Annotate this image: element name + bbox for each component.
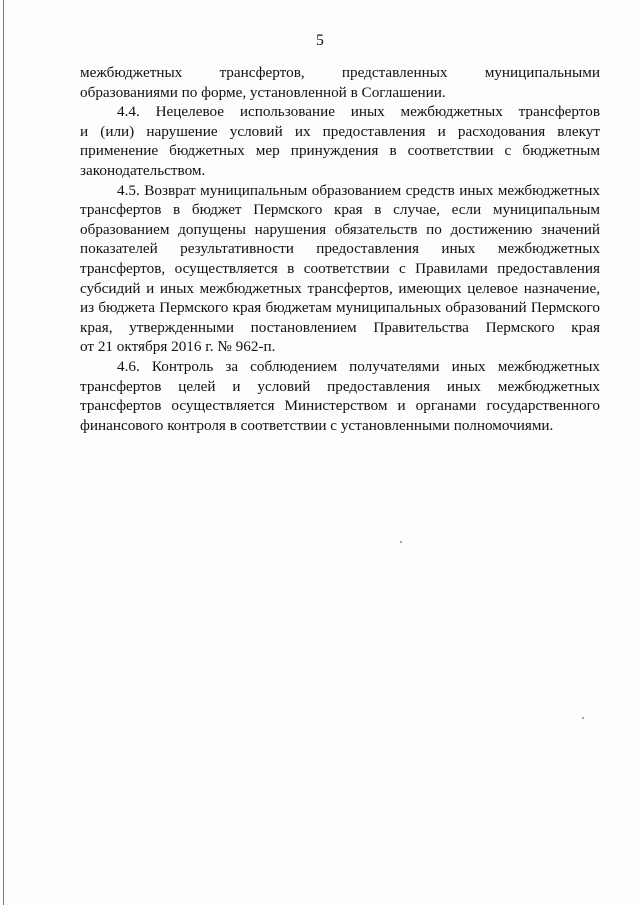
text-line: трансфертов целей и условий предоставления иных межбюджетных	[80, 377, 600, 395]
scan-speck	[582, 717, 584, 719]
text-line: от 21 октября 2016 г. № 962-п.	[80, 338, 276, 356]
text-line: образованием допущены нарушения обязательств по достижению значений	[80, 220, 600, 238]
text-line: применение бюджетных мер принуждения в соответствии с бюджетным	[80, 142, 600, 160]
scan-edge-line	[3, 0, 4, 905]
text-line: законодательством.	[80, 161, 206, 179]
scan-speck	[400, 541, 402, 543]
text-line: субсидий и иных межбюджетных трансфертов, имеющих целевое назначение,	[80, 279, 600, 297]
text-line: трансфертов в бюджет Пермского края в случае, если муниципальным	[80, 201, 600, 219]
document-body	[80, 63, 600, 435]
text-line: и (или) нарушение условий их предоставления и расходования влекут	[80, 122, 600, 140]
text-line: образованиями по форме, установленной в Соглашении.	[80, 83, 446, 101]
paragraph-4-5-first-line: 4.5. Возврат муниципальным образованием средств иных межбюджетных	[117, 181, 600, 199]
text-line: межбюджетных трансфертов, представленных муниципальными	[80, 64, 600, 81]
text-line: трансфертов осуществляется Министерством и органами государственного	[80, 397, 600, 415]
text-line: из бюджета Пермского края бюджетам муниципальных образований Пермского	[80, 299, 600, 317]
text-line: показателей результативности предоставления иных межбюджетных	[80, 240, 600, 258]
text-line: трансфертов, осуществляется в соответствии с Правилами предоставления	[80, 259, 600, 277]
text-line: края, утвержденными постановлением Правительства Пермского края	[80, 318, 600, 336]
paragraph-4-6-first-line: 4.6. Контроль за соблюдением получателями иных межбюджетных	[117, 357, 600, 375]
text-line: финансового контроля в соответствии с установленными полномочиями.	[80, 416, 554, 434]
page-number: 5	[316, 32, 324, 49]
paragraph-4-4-first-line: 4.4. Нецелевое использование иных межбюджетных трансфертов	[117, 103, 600, 121]
